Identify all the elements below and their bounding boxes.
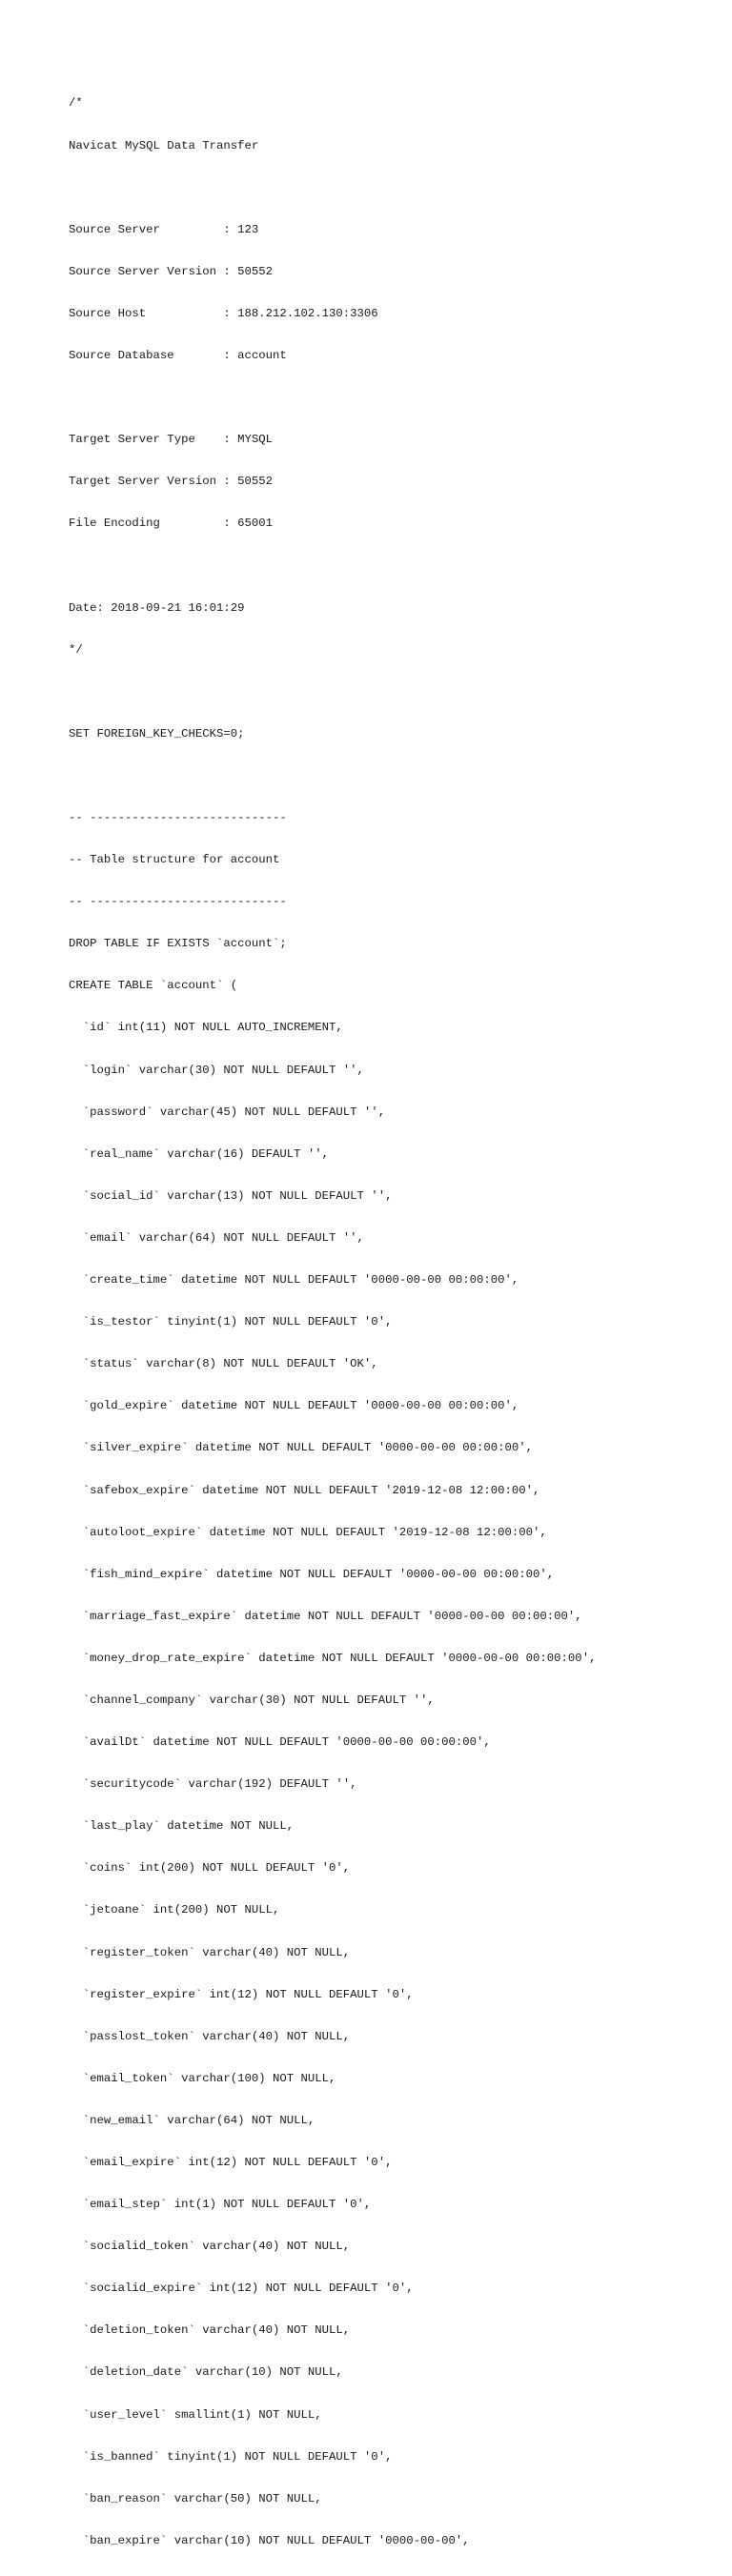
code-line: `fish_mind_expire` datetime NOT NULL DEFAULT '0000-00-00 00:00:00', xyxy=(69,1567,555,1581)
code-line: */ xyxy=(69,642,83,657)
sql-dump-text xyxy=(69,69,698,2576)
code-line: Source Host : 188.212.102.130:3306 xyxy=(69,306,378,320)
code-line: `is_banned` tinyint(1) NOT NULL DEFAULT '0', xyxy=(69,2449,393,2464)
code-line: Target Server Version : 50552 xyxy=(69,475,274,489)
code-line: Source Server Version : 50552 xyxy=(69,264,274,278)
code-line: Source Database : account xyxy=(69,348,287,362)
code-line: `register_token` varchar(40) NOT NULL, xyxy=(69,1945,351,1959)
code-line: `gold_expire` datetime NOT NULL DEFAULT '0000-00-00 00:00:00', xyxy=(69,1399,519,1413)
code-line: `email_step` int(1) NOT NULL DEFAULT '0', xyxy=(69,2198,372,2212)
code-line: `is_testor` tinyint(1) NOT NULL DEFAULT '0', xyxy=(69,1315,393,1329)
code-line xyxy=(69,769,698,783)
code-line: `socialid_token` varchar(40) NOT NULL, xyxy=(69,2240,351,2254)
code-line: `id` int(11) NOT NULL AUTO_INCREMENT, xyxy=(69,1021,343,1035)
code-line: -- ---------------------------- xyxy=(69,811,287,824)
code-line: `jetoane` int(200) NOT NULL, xyxy=(69,1903,280,1917)
code-line: `deletion_token` varchar(40) NOT NULL, xyxy=(69,2323,351,2338)
code-line: `marriage_fast_expire` datetime NOT NULL DEFAULT '0000-00-00 00:00:00', xyxy=(69,1609,582,1623)
code-line: CREATE TABLE `account` ( xyxy=(69,979,238,993)
code-line: `user_level` smallint(1) NOT NULL, xyxy=(69,2407,322,2422)
code-line: `status` varchar(8) NOT NULL DEFAULT 'OK', xyxy=(69,1357,378,1371)
code-line: `real_name` varchar(16) DEFAULT '', xyxy=(69,1146,330,1161)
code-line: `ban_expire` varchar(10) NOT NULL DEFAULT '0000-00-00', xyxy=(69,2533,470,2547)
code-line: Source Server : 123 xyxy=(69,222,259,236)
code-line: Navicat MySQL Data Transfer xyxy=(69,138,259,152)
code-line: `create_time` datetime NOT NULL DEFAULT '0000-00-00 00:00:00', xyxy=(69,1273,519,1288)
code-line: Date: 2018-09-21 16:01:29 xyxy=(69,600,245,615)
code-line: `email` varchar(64) NOT NULL DEFAULT '', xyxy=(69,1230,364,1245)
code-line xyxy=(69,391,698,405)
code-line: `availDt` datetime NOT NULL DEFAULT '0000-00-00 00:00:00', xyxy=(69,1735,491,1750)
code-line: `social_id` varchar(13) NOT NULL DEFAULT '', xyxy=(69,1188,393,1203)
code-line: `coins` int(200) NOT NULL DEFAULT '0', xyxy=(69,1861,351,1876)
code-line: `login` varchar(30) NOT NULL DEFAULT '', xyxy=(69,1063,364,1077)
code-line: DROP TABLE IF EXISTS `account`; xyxy=(69,937,287,951)
code-line: `password` varchar(45) NOT NULL DEFAULT '', xyxy=(69,1105,386,1119)
code-line: `email_token` varchar(100) NOT NULL, xyxy=(69,2071,336,2085)
code-line: -- Table structure for account xyxy=(69,853,280,867)
code-line: `channel_company` varchar(30) NOT NULL DEFAULT '', xyxy=(69,1693,435,1707)
code-line: `email_expire` int(12) NOT NULL DEFAULT '0', xyxy=(69,2156,393,2169)
code-line: `securitycode` varchar(192) DEFAULT '', xyxy=(69,1777,357,1792)
code-line: `safebox_expire` datetime NOT NULL DEFAULT '2019-12-08 12:00:00', xyxy=(69,1483,540,1497)
code-line: `passlost_token` varchar(40) NOT NULL, xyxy=(69,2029,351,2043)
code-line: `register_expire` int(12) NOT NULL DEFAULT '0', xyxy=(69,1987,414,2001)
code-line: `deletion_date` varchar(10) NOT NULL, xyxy=(69,2365,343,2380)
code-line: File Encoding : 65001 xyxy=(69,517,274,531)
code-line: `last_play` datetime NOT NULL, xyxy=(69,1819,295,1834)
code-line xyxy=(69,181,698,195)
code-line: `socialid_expire` int(12) NOT NULL DEFAULT '0', xyxy=(69,2282,414,2296)
code-line: `autoloot_expire` datetime NOT NULL DEFAULT '2019-12-08 12:00:00', xyxy=(69,1525,547,1539)
code-line: `new_email` varchar(64) NOT NULL, xyxy=(69,2113,315,2127)
code-line: `money_drop_rate_expire` datetime NOT NULL DEFAULT '0000-00-00 00:00:00', xyxy=(69,1651,597,1665)
code-line xyxy=(69,558,698,573)
code-line: SET FOREIGN_KEY_CHECKS=0; xyxy=(69,726,245,740)
code-line: -- ---------------------------- xyxy=(69,895,287,909)
code-line xyxy=(69,685,698,700)
code-line: /* xyxy=(69,96,83,111)
code-line: `silver_expire` datetime NOT NULL DEFAULT '0000-00-00 00:00:00', xyxy=(69,1441,534,1455)
code-line: Target Server Type : MYSQL xyxy=(69,433,274,447)
code-line: `ban_reason` varchar(50) NOT NULL, xyxy=(69,2491,322,2505)
